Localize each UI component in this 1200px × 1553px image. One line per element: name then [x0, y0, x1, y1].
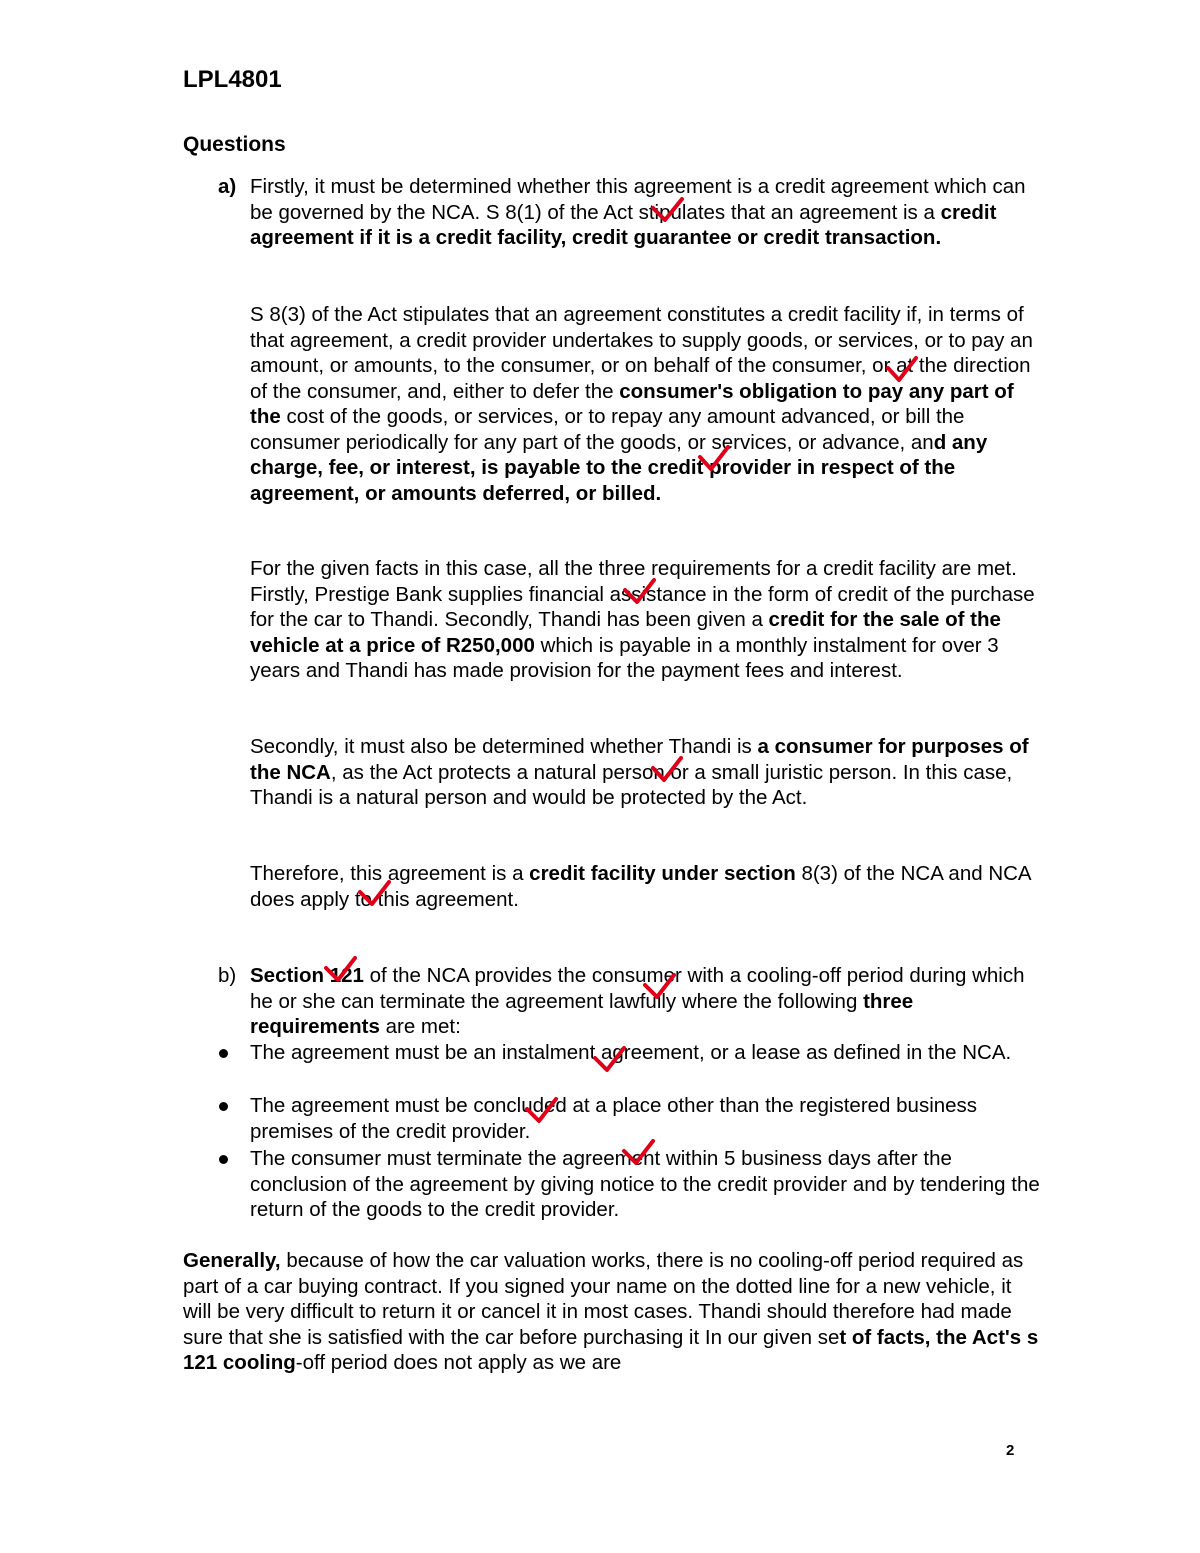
text-run: 8(3) of the NCA and NCA does apply to this agreement.: [250, 862, 1031, 911]
text-run: Firstly, it must be determined whether this agreement is a credit agreement which can be governed by the NCA. S 8(1) of the Act stipulates that an agreement is a: [250, 175, 1026, 224]
text-run: For the given facts in this case, all the three requirements for a credit facility are met. Firstly, Prestige Bank supplies financial assistance in the form of credit of the purchase for the car to Thandi. Secondly, Thandi has been given a: [250, 557, 1035, 631]
part-a-paragraph-5: [250, 861, 1040, 912]
bold-text-run: three requirements: [250, 989, 914, 1038]
part-b-label: b): [218, 964, 237, 987]
bold-text-run: t of facts, the Act's s 121 cooling: [183, 1325, 1039, 1374]
course-code: LPL4801: [183, 66, 282, 93]
page-number: 2: [1006, 1442, 1015, 1459]
bullet-marker: [219, 1102, 228, 1111]
part-b-intro: [250, 963, 1040, 1040]
bullet-marker: [219, 1155, 228, 1164]
part-a-paragraph-1: [250, 174, 1040, 251]
bold-text-run: credit facility under section: [529, 862, 796, 885]
text-run: Therefore, this agreement is a: [250, 862, 530, 885]
bullet-marker: [219, 1049, 228, 1058]
bold-text-run: consumer's obligation to pay any part of the: [250, 379, 1014, 428]
text-run: cost of the goods, or services, or to repay any amount advanced, or bill the consumer periodically for any part of the goods, or services, or advance, an: [250, 405, 965, 454]
bold-text-run: Generally,: [183, 1249, 281, 1272]
text-run: are met:: [379, 1015, 461, 1038]
bold-text-run: credit for the sale of the vehicle at a price of R250,000: [250, 608, 1001, 657]
requirement-item-3: The consumer must terminate the agreement within 5 business days after the conclusion of the agreement by giving notice to the credit provider and by tendering the return of the goods to the credit provider.: [250, 1147, 1040, 1221]
part-a-paragraph-3: [250, 556, 1040, 684]
bold-text-run: credit agreement if it is a credit facility, credit guarantee or credit transaction.: [250, 200, 997, 249]
part-a-paragraph-2: [250, 302, 1040, 506]
bold-text-run: Section 121: [250, 964, 364, 987]
text-run: , as the Act protects a natural person or a small juristic person. In this case, Thandi is a natural person and would be protected by the Act.: [250, 760, 1013, 809]
text-run: of the NCA provides the consumer with a cooling-off period during which he or she can terminate the agreement lawfully where the following: [250, 964, 1025, 1013]
text-run: -off period does not apply as we are: [295, 1351, 622, 1374]
part-a-label: a): [218, 175, 237, 198]
text-run: S 8(3) of the Act stipulates that an agreement constitutes a credit facility if, in terms of that agreement, a credit provider undertakes to supply goods, or services, or to pay an amount, or amounts, to the consumer, or on behalf of the consumer, or at the direction of the consumer, and, either to defer the: [250, 303, 1033, 403]
bold-text-run: d any charge, fee, or interest, is payable to the credit provider in respect of the agreement, or amounts deferred, or billed.: [250, 430, 988, 505]
text-run: Secondly, it must also be determined whether Thandi is: [250, 735, 758, 758]
bold-text-run: a consumer for purposes of the NCA: [250, 735, 1029, 784]
text-run: which is payable in a monthly instalment for over 3 years and Thandi has made provision for the payment fees and interest.: [250, 633, 999, 682]
text-run: because of how the car valuation works, there is no cooling-off period required as part of a car buying contract. If you signed your name on the dotted line for a new vehicle, it will be very difficult to return it or cancel it in most cases. Thandi should therefore had made sure that she is satisfied with the car before purchasing it In our given se: [183, 1249, 1024, 1349]
requirement-item-2: The agreement must be concluded at a place other than the registered business premises of the credit provider.: [250, 1094, 978, 1143]
section-heading: Questions: [183, 133, 286, 156]
part-a-paragraph-4: [250, 734, 1040, 811]
closing-paragraph: [183, 1248, 1043, 1376]
requirement-item-1: The agreement must be an instalment agreement, or a lease as defined in the NCA.: [250, 1041, 1012, 1064]
